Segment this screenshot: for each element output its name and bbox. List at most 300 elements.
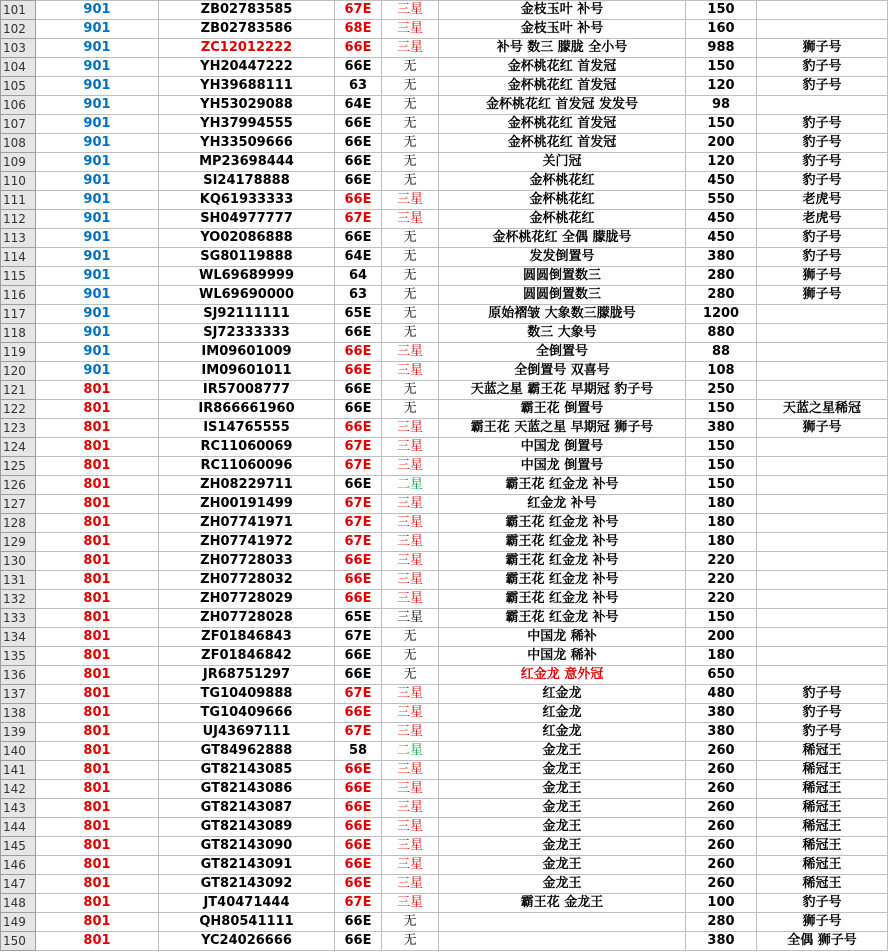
serial-number-cell[interactable]: UJ43697111 (159, 723, 335, 742)
description-cell[interactable]: 金杯桃花红 首发冠 发发号 (439, 96, 686, 115)
description-cell[interactable]: 霸王花 天蓝之星 早期冠 狮子号 (439, 419, 686, 438)
description-cell[interactable]: 金龙王 (439, 761, 686, 780)
prefix-cell[interactable]: 801 (36, 571, 159, 590)
code-cell[interactable]: 64E (335, 248, 382, 267)
code-cell[interactable]: 66E (335, 115, 382, 134)
star-rating-cell[interactable]: 三星 (382, 590, 439, 609)
price-cell[interactable]: 280 (686, 286, 757, 305)
note-cell[interactable]: 豹子号 (757, 172, 888, 191)
prefix-cell[interactable]: 801 (36, 647, 159, 666)
code-cell[interactable]: 66E (335, 400, 382, 419)
star-rating-cell[interactable]: 三星 (382, 362, 439, 381)
description-cell[interactable]: 红金龙 意外冠 (439, 666, 686, 685)
description-cell[interactable]: 霸王花 红金龙 补号 (439, 609, 686, 628)
note-cell[interactable]: 狮子号 (757, 286, 888, 305)
note-cell[interactable]: 豹子号 (757, 704, 888, 723)
prefix-cell[interactable]: 901 (36, 172, 159, 191)
serial-number-cell[interactable]: JT40471444 (159, 894, 335, 913)
description-cell[interactable]: 天蓝之星 霸王花 早期冠 豹子号 (439, 381, 686, 400)
price-cell[interactable]: 550 (686, 191, 757, 210)
description-cell[interactable]: 中国龙 稀补 (439, 628, 686, 647)
note-cell[interactable] (757, 476, 888, 495)
serial-number-cell[interactable]: RC11060096 (159, 457, 335, 476)
price-cell[interactable]: 200 (686, 628, 757, 647)
price-cell[interactable]: 380 (686, 419, 757, 438)
prefix-cell[interactable]: 801 (36, 913, 159, 932)
serial-number-cell[interactable]: SJ92111111 (159, 305, 335, 324)
star-rating-cell[interactable]: 无 (382, 628, 439, 647)
code-cell[interactable]: 67E (335, 723, 382, 742)
serial-number-cell[interactable]: YC24026666 (159, 932, 335, 951)
star-rating-cell[interactable]: 无 (382, 115, 439, 134)
prefix-cell[interactable]: 901 (36, 20, 159, 39)
price-cell[interactable]: 250 (686, 381, 757, 400)
note-cell[interactable]: 豹子号 (757, 229, 888, 248)
star-rating-cell[interactable]: 无 (382, 96, 439, 115)
star-rating-cell[interactable]: 无 (382, 172, 439, 191)
serial-number-cell[interactable]: ZB02783585 (159, 1, 335, 20)
prefix-cell[interactable]: 801 (36, 780, 159, 799)
prefix-cell[interactable]: 801 (36, 457, 159, 476)
star-rating-cell[interactable]: 三星 (382, 438, 439, 457)
star-rating-cell[interactable]: 三星 (382, 20, 439, 39)
prefix-cell[interactable]: 801 (36, 533, 159, 552)
prefix-cell[interactable]: 801 (36, 799, 159, 818)
description-cell[interactable]: 中国龙 倒置号 (439, 457, 686, 476)
prefix-cell[interactable]: 801 (36, 400, 159, 419)
note-cell[interactable]: 豹子号 (757, 77, 888, 96)
price-cell[interactable]: 988 (686, 39, 757, 58)
prefix-cell[interactable]: 901 (36, 305, 159, 324)
serial-number-cell[interactable]: GT82143085 (159, 761, 335, 780)
description-cell[interactable]: 霸王花 红金龙 补号 (439, 590, 686, 609)
price-cell[interactable]: 260 (686, 837, 757, 856)
star-rating-cell[interactable]: 三星 (382, 761, 439, 780)
star-rating-cell[interactable]: 三星 (382, 837, 439, 856)
price-cell[interactable]: 150 (686, 476, 757, 495)
description-cell[interactable]: 霸王花 倒置号 (439, 400, 686, 419)
code-cell[interactable]: 66E (335, 153, 382, 172)
prefix-cell[interactable]: 801 (36, 894, 159, 913)
code-cell[interactable]: 64E (335, 96, 382, 115)
star-rating-cell[interactable]: 三星 (382, 210, 439, 229)
star-rating-cell[interactable]: 无 (382, 913, 439, 932)
star-rating-cell[interactable]: 三星 (382, 419, 439, 438)
code-cell[interactable]: 67E (335, 533, 382, 552)
price-cell[interactable]: 280 (686, 267, 757, 286)
prefix-cell[interactable]: 901 (36, 153, 159, 172)
price-cell[interactable]: 220 (686, 552, 757, 571)
note-cell[interactable]: 豹子号 (757, 153, 888, 172)
serial-number-cell[interactable]: SG80119888 (159, 248, 335, 267)
note-cell[interactable] (757, 438, 888, 457)
serial-number-cell[interactable]: GT82143092 (159, 875, 335, 894)
code-cell[interactable]: 67E (335, 514, 382, 533)
serial-number-cell[interactable]: ZH07728029 (159, 590, 335, 609)
serial-number-cell[interactable]: SI24178888 (159, 172, 335, 191)
note-cell[interactable]: 豹子号 (757, 134, 888, 153)
description-cell[interactable]: 霸王花 红金龙 补号 (439, 476, 686, 495)
description-cell[interactable]: 金龙王 (439, 780, 686, 799)
serial-number-cell[interactable]: JR68751297 (159, 666, 335, 685)
serial-number-cell[interactable]: IM09601009 (159, 343, 335, 362)
code-cell[interactable]: 68E (335, 20, 382, 39)
serial-number-cell[interactable]: IS14765555 (159, 419, 335, 438)
description-cell[interactable] (439, 932, 686, 951)
star-rating-cell[interactable]: 无 (382, 381, 439, 400)
code-cell[interactable]: 66E (335, 932, 382, 951)
note-cell[interactable]: 豹子号 (757, 723, 888, 742)
star-rating-cell[interactable]: 三星 (382, 685, 439, 704)
prefix-cell[interactable]: 801 (36, 514, 159, 533)
note-cell[interactable] (757, 457, 888, 476)
description-cell[interactable]: 发发倒置号 (439, 248, 686, 267)
code-cell[interactable]: 67E (335, 210, 382, 229)
code-cell[interactable]: 65E (335, 305, 382, 324)
price-cell[interactable]: 160 (686, 20, 757, 39)
prefix-cell[interactable]: 801 (36, 476, 159, 495)
prefix-cell[interactable]: 901 (36, 1, 159, 20)
description-cell[interactable]: 关门冠 (439, 153, 686, 172)
star-rating-cell[interactable]: 三星 (382, 571, 439, 590)
code-cell[interactable]: 66E (335, 666, 382, 685)
description-cell[interactable]: 金枝玉叶 补号 (439, 20, 686, 39)
serial-number-cell[interactable]: TG10409888 (159, 685, 335, 704)
prefix-cell[interactable]: 801 (36, 856, 159, 875)
code-cell[interactable]: 66E (335, 799, 382, 818)
prefix-cell[interactable]: 801 (36, 666, 159, 685)
prefix-cell[interactable]: 901 (36, 210, 159, 229)
note-cell[interactable]: 稀冠王 (757, 780, 888, 799)
serial-number-cell[interactable]: ZH07728033 (159, 552, 335, 571)
serial-number-cell[interactable]: TG10409666 (159, 704, 335, 723)
code-cell[interactable]: 58 (335, 742, 382, 761)
price-cell[interactable]: 98 (686, 96, 757, 115)
serial-number-cell[interactable]: ZH07728028 (159, 609, 335, 628)
note-cell[interactable] (757, 533, 888, 552)
prefix-cell[interactable]: 801 (36, 818, 159, 837)
serial-number-cell[interactable]: QH80541111 (159, 913, 335, 932)
code-cell[interactable]: 66E (335, 818, 382, 837)
serial-number-cell[interactable]: WL69689999 (159, 267, 335, 286)
code-cell[interactable]: 66E (335, 913, 382, 932)
price-cell[interactable]: 650 (686, 666, 757, 685)
description-cell[interactable]: 数三 大象号 (439, 324, 686, 343)
note-cell[interactable]: 豹子号 (757, 58, 888, 77)
note-cell[interactable] (757, 514, 888, 533)
code-cell[interactable]: 63 (335, 286, 382, 305)
description-cell[interactable]: 全倒置号 (439, 343, 686, 362)
code-cell[interactable]: 67E (335, 628, 382, 647)
price-cell[interactable]: 108 (686, 362, 757, 381)
star-rating-cell[interactable]: 三星 (382, 875, 439, 894)
price-cell[interactable]: 450 (686, 229, 757, 248)
code-cell[interactable]: 67E (335, 457, 382, 476)
price-cell[interactable]: 380 (686, 704, 757, 723)
price-cell[interactable]: 450 (686, 172, 757, 191)
description-cell[interactable]: 金龙王 (439, 856, 686, 875)
price-cell[interactable]: 260 (686, 818, 757, 837)
code-cell[interactable]: 66E (335, 856, 382, 875)
description-cell[interactable]: 红金龙 (439, 704, 686, 723)
code-cell[interactable]: 66E (335, 476, 382, 495)
price-cell[interactable]: 260 (686, 875, 757, 894)
code-cell[interactable]: 66E (335, 704, 382, 723)
serial-number-cell[interactable]: ZH07741971 (159, 514, 335, 533)
star-rating-cell[interactable]: 无 (382, 153, 439, 172)
star-rating-cell[interactable]: 无 (382, 647, 439, 666)
description-cell[interactable]: 霸王花 红金龙 补号 (439, 533, 686, 552)
star-rating-cell[interactable]: 无 (382, 267, 439, 286)
note-cell[interactable]: 老虎号 (757, 210, 888, 229)
description-cell[interactable]: 中国龙 倒置号 (439, 438, 686, 457)
prefix-cell[interactable]: 901 (36, 229, 159, 248)
note-cell[interactable] (757, 96, 888, 115)
note-cell[interactable] (757, 647, 888, 666)
star-rating-cell[interactable]: 无 (382, 58, 439, 77)
note-cell[interactable]: 老虎号 (757, 191, 888, 210)
note-cell[interactable] (757, 20, 888, 39)
price-cell[interactable]: 150 (686, 400, 757, 419)
price-cell[interactable]: 180 (686, 533, 757, 552)
code-cell[interactable]: 67E (335, 1, 382, 20)
serial-number-cell[interactable]: YH53029088 (159, 96, 335, 115)
description-cell[interactable]: 金枝玉叶 补号 (439, 1, 686, 20)
description-cell[interactable]: 金龙王 (439, 875, 686, 894)
note-cell[interactable] (757, 381, 888, 400)
price-cell[interactable]: 180 (686, 647, 757, 666)
description-cell[interactable]: 中国龙 稀补 (439, 647, 686, 666)
serial-number-cell[interactable]: ZH07728032 (159, 571, 335, 590)
prefix-cell[interactable]: 901 (36, 248, 159, 267)
prefix-cell[interactable]: 901 (36, 39, 159, 58)
serial-number-cell[interactable]: SH04977777 (159, 210, 335, 229)
note-cell[interactable]: 稀冠王 (757, 799, 888, 818)
serial-number-cell[interactable]: YO02086888 (159, 229, 335, 248)
prefix-cell[interactable]: 801 (36, 932, 159, 951)
note-cell[interactable] (757, 343, 888, 362)
code-cell[interactable]: 66E (335, 381, 382, 400)
note-cell[interactable] (757, 552, 888, 571)
prefix-cell[interactable]: 901 (36, 134, 159, 153)
description-cell[interactable]: 金龙王 (439, 742, 686, 761)
price-cell[interactable]: 88 (686, 343, 757, 362)
price-cell[interactable]: 480 (686, 685, 757, 704)
serial-number-cell[interactable]: IR866661960 (159, 400, 335, 419)
price-cell[interactable]: 150 (686, 457, 757, 476)
prefix-cell[interactable]: 901 (36, 324, 159, 343)
price-cell[interactable]: 880 (686, 324, 757, 343)
star-rating-cell[interactable]: 无 (382, 400, 439, 419)
star-rating-cell[interactable]: 无 (382, 324, 439, 343)
star-rating-cell[interactable]: 无 (382, 134, 439, 153)
price-cell[interactable]: 150 (686, 609, 757, 628)
price-cell[interactable]: 180 (686, 495, 757, 514)
price-cell[interactable]: 280 (686, 913, 757, 932)
description-cell[interactable]: 霸王花 红金龙 补号 (439, 552, 686, 571)
prefix-cell[interactable]: 801 (36, 381, 159, 400)
star-rating-cell[interactable]: 无 (382, 932, 439, 951)
star-rating-cell[interactable]: 三星 (382, 514, 439, 533)
note-cell[interactable]: 狮子号 (757, 913, 888, 932)
serial-number-cell[interactable]: ZH00191499 (159, 495, 335, 514)
serial-number-cell[interactable]: ZH08229711 (159, 476, 335, 495)
serial-number-cell[interactable]: GT82143091 (159, 856, 335, 875)
prefix-cell[interactable]: 801 (36, 837, 159, 856)
star-rating-cell[interactable]: 三星 (382, 1, 439, 20)
serial-number-cell[interactable]: GT84962888 (159, 742, 335, 761)
price-cell[interactable]: 260 (686, 742, 757, 761)
price-cell[interactable]: 100 (686, 894, 757, 913)
serial-number-cell[interactable]: YH20447222 (159, 58, 335, 77)
note-cell[interactable]: 稀冠王 (757, 742, 888, 761)
star-rating-cell[interactable]: 三星 (382, 723, 439, 742)
serial-number-cell[interactable]: ZB02783586 (159, 20, 335, 39)
code-cell[interactable]: 66E (335, 362, 382, 381)
prefix-cell[interactable]: 901 (36, 191, 159, 210)
note-cell[interactable] (757, 666, 888, 685)
code-cell[interactable]: 66E (335, 39, 382, 58)
note-cell[interactable] (757, 324, 888, 343)
prefix-cell[interactable]: 901 (36, 286, 159, 305)
star-rating-cell[interactable]: 三星 (382, 191, 439, 210)
serial-number-cell[interactable]: ZF01846842 (159, 647, 335, 666)
code-cell[interactable]: 66E (335, 590, 382, 609)
note-cell[interactable] (757, 495, 888, 514)
description-cell[interactable]: 圆圆倒置数三 (439, 286, 686, 305)
note-cell[interactable]: 狮子号 (757, 39, 888, 58)
description-cell[interactable]: 原始褶皱 大象数三朦胧号 (439, 305, 686, 324)
prefix-cell[interactable]: 801 (36, 495, 159, 514)
code-cell[interactable]: 66E (335, 552, 382, 571)
prefix-cell[interactable]: 801 (36, 723, 159, 742)
star-rating-cell[interactable]: 三星 (382, 704, 439, 723)
description-cell[interactable]: 圆圆倒置数三 (439, 267, 686, 286)
note-cell[interactable]: 稀冠王 (757, 761, 888, 780)
prefix-cell[interactable]: 801 (36, 685, 159, 704)
code-cell[interactable]: 67E (335, 685, 382, 704)
description-cell[interactable]: 霸王花 红金龙 补号 (439, 514, 686, 533)
note-cell[interactable]: 稀冠王 (757, 856, 888, 875)
code-cell[interactable]: 64 (335, 267, 382, 286)
serial-number-cell[interactable]: ZC12012222 (159, 39, 335, 58)
prefix-cell[interactable]: 801 (36, 590, 159, 609)
price-cell[interactable]: 120 (686, 77, 757, 96)
star-rating-cell[interactable]: 三星 (382, 343, 439, 362)
note-cell[interactable]: 稀冠王 (757, 818, 888, 837)
price-cell[interactable]: 260 (686, 856, 757, 875)
price-cell[interactable]: 150 (686, 58, 757, 77)
price-cell[interactable]: 1200 (686, 305, 757, 324)
note-cell[interactable]: 稀冠王 (757, 875, 888, 894)
star-rating-cell[interactable]: 三星 (382, 609, 439, 628)
price-cell[interactable]: 380 (686, 248, 757, 267)
serial-number-cell[interactable]: YH33509666 (159, 134, 335, 153)
code-cell[interactable]: 67E (335, 438, 382, 457)
note-cell[interactable]: 豹子号 (757, 248, 888, 267)
prefix-cell[interactable]: 801 (36, 704, 159, 723)
prefix-cell[interactable]: 801 (36, 742, 159, 761)
code-cell[interactable]: 66E (335, 191, 382, 210)
code-cell[interactable]: 66E (335, 134, 382, 153)
prefix-cell[interactable]: 901 (36, 343, 159, 362)
code-cell[interactable]: 66E (335, 172, 382, 191)
description-cell[interactable]: 金杯桃花红 首发冠 (439, 58, 686, 77)
price-cell[interactable]: 450 (686, 210, 757, 229)
note-cell[interactable] (757, 305, 888, 324)
note-cell[interactable] (757, 1, 888, 20)
star-rating-cell[interactable]: 三星 (382, 780, 439, 799)
price-cell[interactable]: 260 (686, 799, 757, 818)
note-cell[interactable]: 全偶 狮子号 (757, 932, 888, 951)
note-cell[interactable]: 豹子号 (757, 894, 888, 913)
prefix-cell[interactable]: 801 (36, 875, 159, 894)
code-cell[interactable]: 66E (335, 229, 382, 248)
serial-number-cell[interactable]: KQ61933333 (159, 191, 335, 210)
description-cell[interactable]: 红金龙 (439, 685, 686, 704)
prefix-cell[interactable]: 801 (36, 419, 159, 438)
star-rating-cell[interactable]: 三星 (382, 799, 439, 818)
serial-number-cell[interactable]: IM09601011 (159, 362, 335, 381)
price-cell[interactable]: 220 (686, 571, 757, 590)
price-cell[interactable]: 380 (686, 723, 757, 742)
serial-number-cell[interactable]: GT82143090 (159, 837, 335, 856)
price-cell[interactable]: 220 (686, 590, 757, 609)
note-cell[interactable] (757, 571, 888, 590)
prefix-cell[interactable]: 901 (36, 362, 159, 381)
code-cell[interactable]: 66E (335, 571, 382, 590)
code-cell[interactable]: 66E (335, 780, 382, 799)
star-rating-cell[interactable]: 无 (382, 305, 439, 324)
prefix-cell[interactable]: 901 (36, 77, 159, 96)
price-cell[interactable]: 380 (686, 932, 757, 951)
prefix-cell[interactable]: 801 (36, 761, 159, 780)
serial-number-cell[interactable]: SJ72333333 (159, 324, 335, 343)
star-rating-cell[interactable]: 三星 (382, 39, 439, 58)
price-cell[interactable]: 180 (686, 514, 757, 533)
note-cell[interactable] (757, 609, 888, 628)
code-cell[interactable]: 66E (335, 761, 382, 780)
description-cell[interactable]: 金杯桃花红 首发冠 (439, 134, 686, 153)
serial-number-cell[interactable]: YH37994555 (159, 115, 335, 134)
star-rating-cell[interactable]: 二星 (382, 742, 439, 761)
description-cell[interactable]: 金龙王 (439, 799, 686, 818)
star-rating-cell[interactable]: 无 (382, 229, 439, 248)
price-cell[interactable]: 150 (686, 1, 757, 20)
serial-number-cell[interactable]: GT82143087 (159, 799, 335, 818)
star-rating-cell[interactable]: 三星 (382, 818, 439, 837)
description-cell[interactable]: 金杯桃花红 首发冠 (439, 77, 686, 96)
price-cell[interactable]: 150 (686, 115, 757, 134)
serial-number-cell[interactable]: ZH07741972 (159, 533, 335, 552)
note-cell[interactable]: 狮子号 (757, 419, 888, 438)
serial-number-cell[interactable]: RC11060069 (159, 438, 335, 457)
prefix-cell[interactable]: 901 (36, 96, 159, 115)
description-cell[interactable]: 金杯桃花红 首发冠 (439, 115, 686, 134)
description-cell[interactable]: 红金龙 补号 (439, 495, 686, 514)
description-cell[interactable]: 全倒置号 双喜号 (439, 362, 686, 381)
star-rating-cell[interactable]: 无 (382, 248, 439, 267)
code-cell[interactable]: 66E (335, 343, 382, 362)
price-cell[interactable]: 120 (686, 153, 757, 172)
code-cell[interactable]: 66E (335, 837, 382, 856)
prefix-cell[interactable]: 801 (36, 438, 159, 457)
note-cell[interactable]: 天蓝之星稀冠 (757, 400, 888, 419)
description-cell[interactable]: 霸王花 金龙王 (439, 894, 686, 913)
note-cell[interactable]: 豹子号 (757, 115, 888, 134)
code-cell[interactable]: 66E (335, 875, 382, 894)
code-cell[interactable]: 66E (335, 324, 382, 343)
